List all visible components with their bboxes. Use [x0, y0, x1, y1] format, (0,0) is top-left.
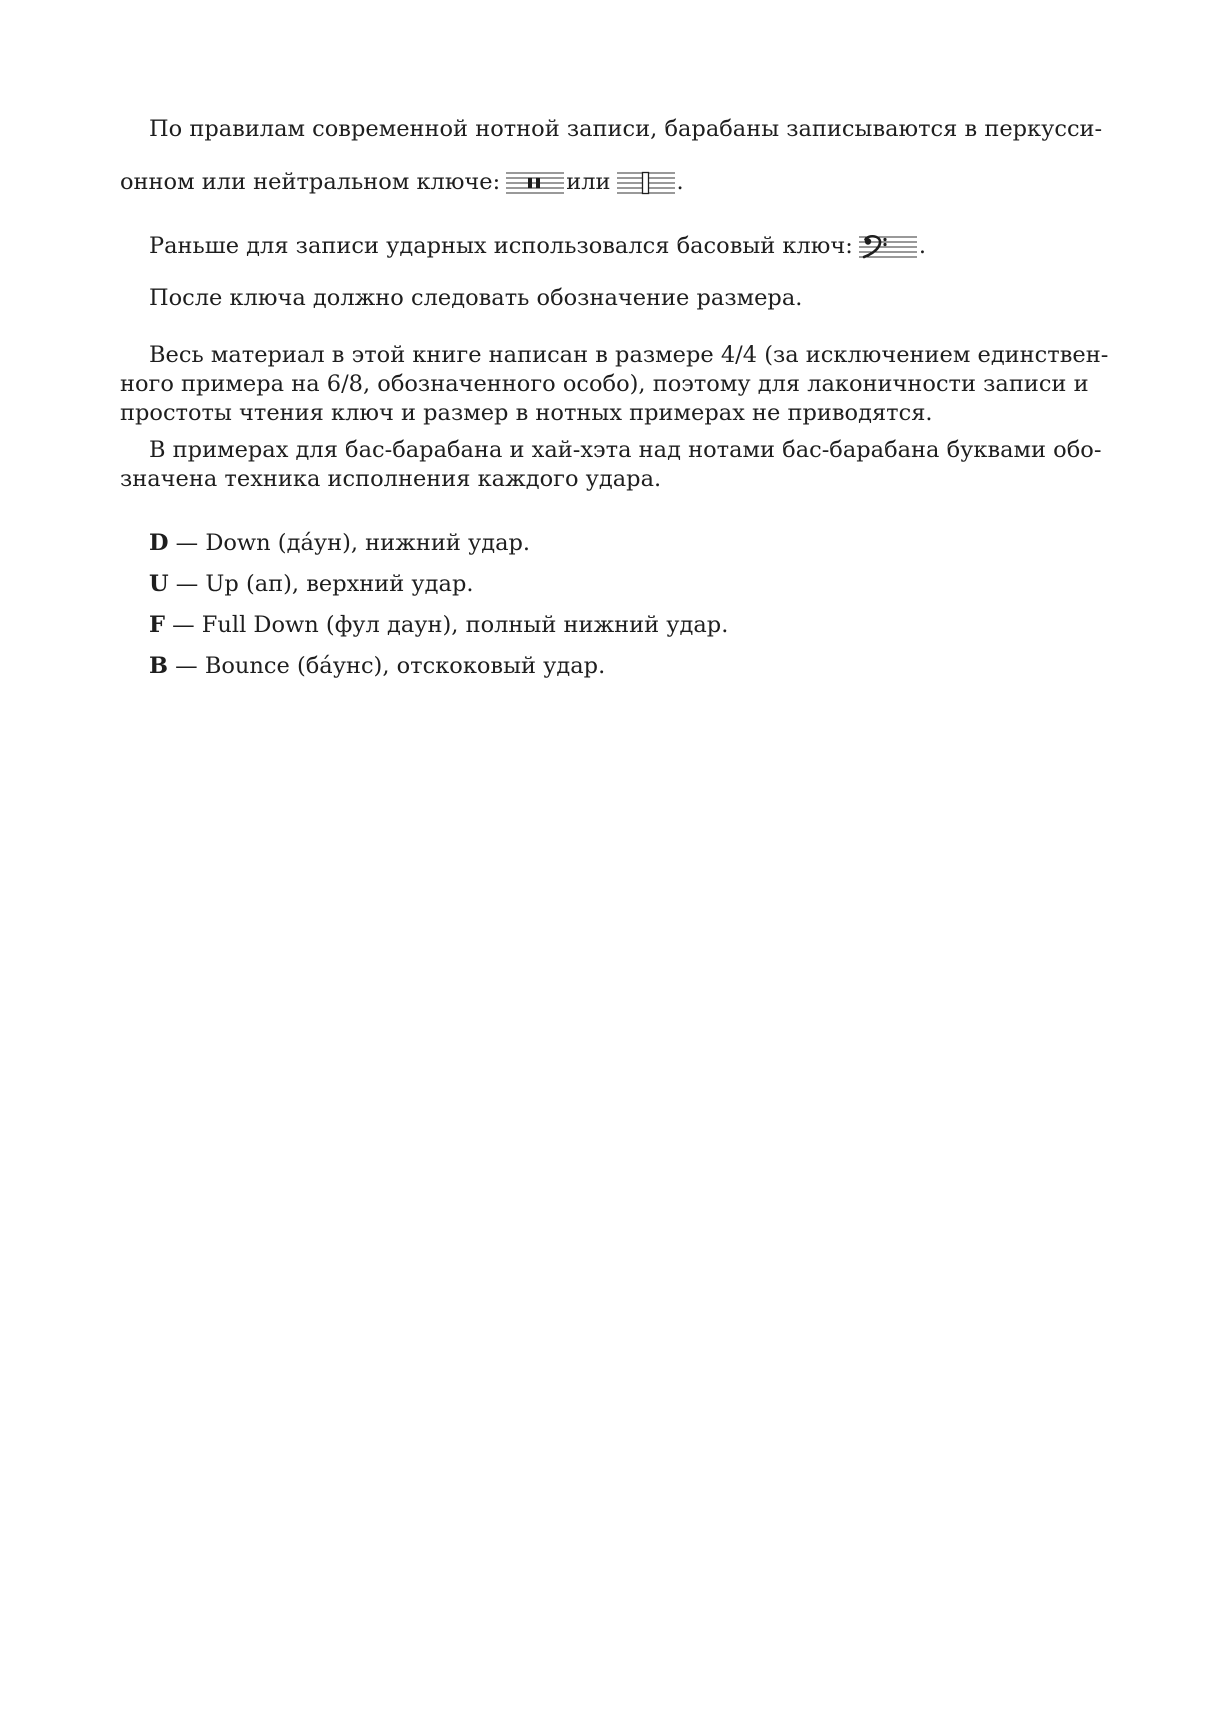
paragraph-material [120, 341, 1108, 428]
legend-letter: B [149, 653, 169, 679]
paragraph-clefs-line-2 [120, 168, 684, 197]
bass-clef-icon [859, 233, 917, 261]
percussion-clef-icon [506, 169, 564, 197]
material-line-3: простоты чтения ключ и размер в нотных примерах не приводятся. [120, 400, 933, 426]
legend-text: — Down (да́ун), нижний удар. [168, 530, 531, 556]
bass-clef-text-end: . [918, 233, 926, 259]
legend-text: — Full Down (фул даун), полный нижний удар. [164, 612, 729, 638]
material-line-2: ного примера на 6/8, обозначенного особо), поэтому для лаконичности записи и [120, 371, 1089, 397]
legend-letter: D [149, 530, 169, 556]
legend-letter: F [149, 612, 165, 638]
neutral-clef-icon [617, 169, 675, 197]
technique-line-1: В примерах для бас-барабана и хай-хэта над нотами бас-барабана буквами обо- [149, 437, 1102, 463]
clefs-text-prefix: онном или нейтральном ключе: [120, 169, 501, 195]
legend-text: — Up (ап), верхний удар. [168, 571, 474, 597]
technique-legend [149, 529, 728, 693]
material-line-1: Весь материал в этой книге написан в размере 4/4 (за исключением единствен- [149, 342, 1109, 368]
paragraph-technique [120, 436, 1101, 494]
legend-item-full-down [149, 611, 728, 640]
technique-line-2: значена техника исполнения каждого удара. [120, 466, 662, 492]
paragraph-bass-clef [120, 232, 926, 261]
paragraph-clefs-line-1: По правилам современной нотной записи, барабаны записываются в перкусси- [149, 116, 1103, 142]
legend-item-down [149, 529, 728, 558]
legend-item-bounce [149, 652, 728, 681]
paragraph-time-signature: После ключа должно следовать обозначение размера. [149, 285, 803, 311]
clefs-text-or: или [566, 169, 611, 195]
legend-item-up [149, 570, 728, 599]
legend-text: — Bounce (ба́унс), отскоковый удар. [168, 653, 606, 679]
clefs-text-end: . [676, 169, 684, 195]
legend-letter: U [149, 571, 169, 597]
bass-clef-text-prefix: Раньше для записи ударных использовался басовый ключ: [149, 233, 853, 259]
